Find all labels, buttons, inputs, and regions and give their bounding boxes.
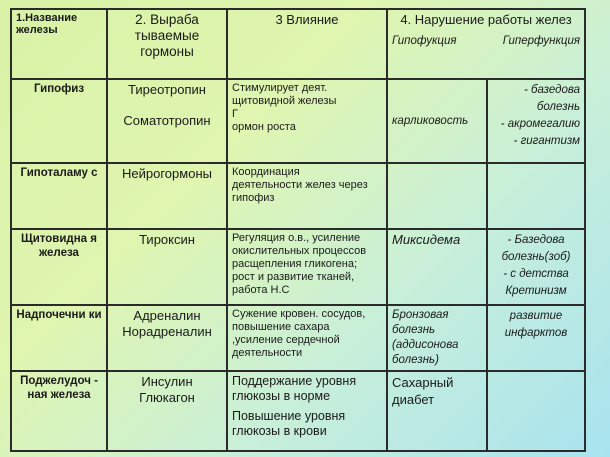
influence-line: Регуляция о.в., усиление	[232, 232, 361, 244]
hyperfunction-line: инфарктов	[504, 327, 568, 339]
influence-cell	[227, 371, 387, 451]
hyperfunction-cell	[487, 371, 585, 451]
hypofunction-cell: карликовость	[387, 79, 487, 163]
header-hyperfunction: Гиперфункция	[502, 35, 580, 47]
influence-line: повышение сахара	[232, 321, 330, 333]
influence-line: работа Н.С	[232, 284, 290, 296]
hormones-cell	[107, 163, 227, 229]
influence-line: окислительных процессов	[232, 245, 367, 257]
influence-line: ,усиление сердечной	[232, 334, 340, 346]
hormone: Тироксин	[139, 232, 195, 247]
gland-name: Надпочечни ки	[11, 305, 107, 371]
hormone: Инсулин	[141, 374, 193, 389]
hormone: Глюкагон	[139, 390, 195, 405]
header-disruption-title: 4. Нарушение работы желез	[400, 12, 572, 27]
influence-line: Г	[232, 108, 238, 120]
gland-name: Гипоталаму с	[11, 163, 107, 229]
influence-line: рост и развитие тканей,	[232, 271, 355, 283]
hyperfunction-line: Кретинизм	[505, 285, 567, 297]
hyperfunction-line: - Базедова	[507, 234, 565, 246]
hormone: Норадреналин	[122, 324, 212, 339]
hormones-cell	[107, 79, 227, 163]
header-gland-name: 1.Название железы	[11, 9, 107, 79]
hyperfunction-line: развитие	[509, 310, 563, 322]
hormone: Тиреотропин	[128, 82, 206, 97]
hypofunction-cell: Бронзовая болезнь (аддисонова болезнь)	[387, 305, 487, 371]
hyperfunction-line: - гигантизм	[513, 135, 580, 147]
table-row	[11, 371, 585, 451]
hypofunction-cell	[387, 163, 487, 229]
influence-line: ормон роста	[232, 121, 296, 133]
gland-name: Поджелудоч - ная железа	[11, 371, 107, 451]
glands-table	[10, 8, 586, 452]
influence-line: глюкозы в норме	[232, 389, 331, 403]
hyperfunction-line: болезнь(зоб)	[501, 251, 571, 263]
hormones-cell	[107, 371, 227, 451]
influence-line: Повышение уровня	[232, 409, 346, 423]
header-hormones: 2. Выраба тываемые гормоны	[107, 9, 227, 79]
header-row	[11, 9, 585, 79]
influence-cell	[227, 305, 387, 371]
gland-name: Гипофиз	[11, 79, 107, 163]
influence-line: деятельности желез через	[232, 179, 368, 191]
hormone: Нейрогормоны	[122, 166, 212, 181]
hyperfunction-cell	[487, 229, 585, 305]
influence-line: Сужение кровен. сосудов,	[232, 308, 366, 320]
influence-cell	[227, 79, 387, 163]
hormone: Соматотропин	[123, 113, 211, 128]
hypofunction-cell: Сахарный диабет	[387, 371, 487, 451]
table-row	[11, 229, 585, 305]
influence-cell	[227, 163, 387, 229]
hyperfunction-line: болезнь	[536, 101, 580, 113]
influence-line: Координация	[232, 166, 300, 178]
influence-line: щитовидной железы	[232, 95, 337, 107]
table-row	[11, 79, 585, 163]
influence-line: расщепления гликогена;	[232, 258, 358, 270]
hormone: Адреналин	[133, 308, 201, 323]
hyperfunction-line: - с детства	[503, 268, 569, 280]
header-influence: 3 Влияние	[227, 9, 387, 79]
influence-line: Поддержание уровня	[232, 374, 357, 388]
influence-line: глюкозы в крови	[232, 424, 327, 438]
header-disruption-subheaders	[392, 34, 580, 49]
hyperfunction-cell	[487, 79, 585, 163]
influence-cell	[227, 229, 387, 305]
header-disruption	[387, 9, 585, 79]
hyperfunction-line: - базедова	[523, 84, 580, 96]
gland-name: Щитовидна я железа	[11, 229, 107, 305]
hyperfunction-cell	[487, 163, 585, 229]
header-hypofunction: Гипофукция	[392, 35, 457, 47]
table-row	[11, 163, 585, 229]
hyperfunction-cell	[487, 305, 585, 371]
influence-line: деятельности	[232, 347, 303, 359]
hyperfunction-line: - акромегалию	[500, 118, 580, 130]
influence-line: Стимулирует деят.	[232, 82, 328, 94]
table-row	[11, 305, 585, 371]
influence-line: гипофиз	[232, 192, 275, 204]
hypofunction-cell: Миксидема	[387, 229, 487, 305]
hormones-cell	[107, 229, 227, 305]
hormones-cell	[107, 305, 227, 371]
